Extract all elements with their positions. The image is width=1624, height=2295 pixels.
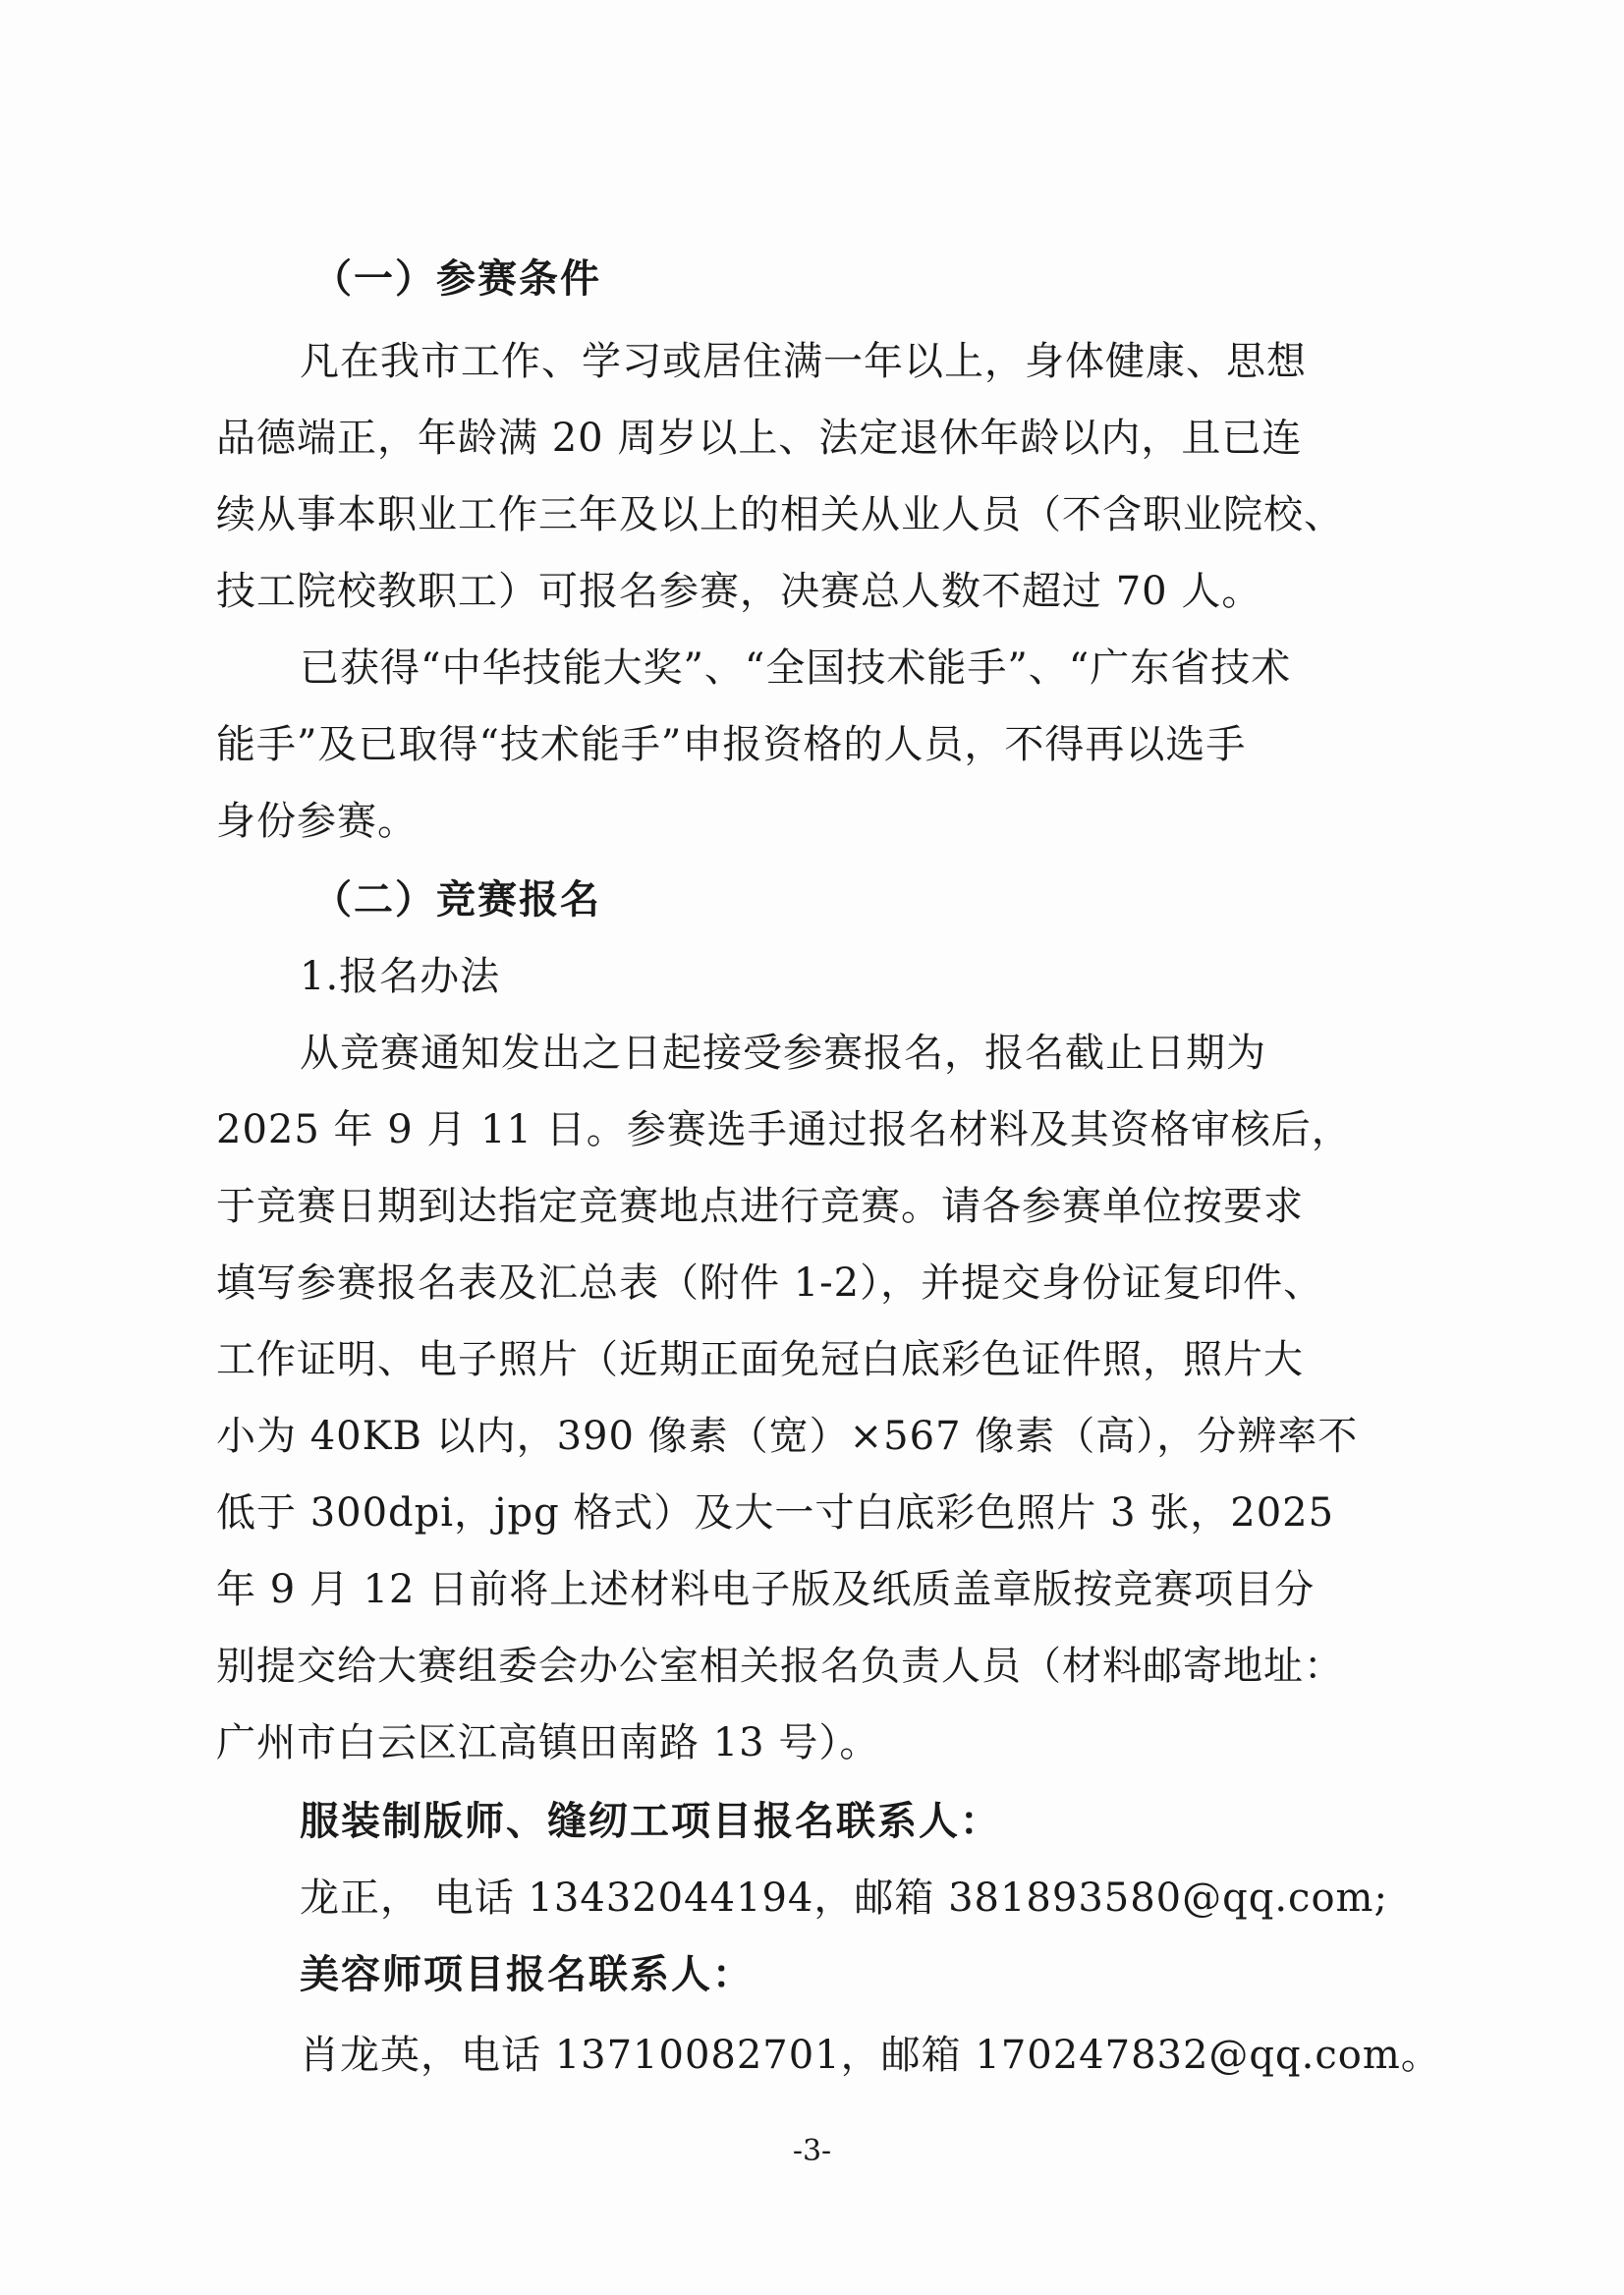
contact-heading-beautician: 美容师项目报名联系人： xyxy=(300,1952,754,1997)
registration-paragraph-line: 别提交给大赛组委会办公室相关报名负责人员（材料邮寄地址： xyxy=(216,1644,1344,1689)
registration-paragraph-line: 工作证明、电子照片（近期正面免冠白底彩色证件照，照片大 xyxy=(216,1337,1304,1382)
registration-paragraph-line: 从竞赛通知发出之日起接受参赛报名，报名截止日期为 xyxy=(300,1031,1266,1076)
eligibility-paragraph-line: 凡在我市工作、学习或居住满一年以上，身体健康、思想 xyxy=(300,339,1307,384)
exclusion-paragraph-line: 身份参赛。 xyxy=(216,799,418,844)
registration-paragraph-line: 广州市白云区江高镇田南路 13 号）。 xyxy=(216,1720,880,1765)
registration-paragraph-line: 填写参赛报名表及汇总表（附件 1-2），并提交身份证复印件、 xyxy=(216,1260,1324,1306)
exclusion-paragraph-line: 已获得“中华技能大奖”、“全国技术能手”、“广东省技术 xyxy=(300,645,1292,691)
eligibility-paragraph-line: 品德端正，年龄满 20 周岁以上、法定退休年龄以内，且已连 xyxy=(216,416,1303,461)
registration-paragraph-line: 于竞赛日期到达指定竞赛地点进行竞赛。请各参赛单位按要求 xyxy=(216,1184,1304,1229)
registration-method-subheading: 1.报名办法 xyxy=(300,954,501,999)
registration-paragraph-line: 年 9 月 12 日前将上述材料电子版及纸质盖章版按竞赛项目分 xyxy=(216,1567,1316,1612)
exclusion-paragraph-line: 能手”及已取得“技术能手”申报资格的人员，不得再以选手 xyxy=(216,722,1247,767)
registration-paragraph-line: 低于 300dpi，jpg 格式）及大一寸白底彩色照片 3 张，2025 xyxy=(216,1490,1335,1536)
eligibility-paragraph-line: 技工院校教职工）可报名参赛，决赛总人数不超过 70 人。 xyxy=(216,569,1262,614)
registration-paragraph-line: 小为 40KB 以内，390 像素（宽）×567 像素（高），分辨率不 xyxy=(216,1414,1359,1459)
registration-paragraph-line: 2025 年 9 月 11 日。参赛选手通过报名材料及其资格审核后， xyxy=(216,1107,1352,1152)
contact-detail-beautician: 肖龙英，电话 13710082701，邮箱 170247832@qq.com。 xyxy=(300,2033,1441,2078)
page-number: -3- xyxy=(792,2134,832,2168)
section-heading-registration: （二）竞赛报名 xyxy=(312,877,601,923)
section-heading-eligibility: （一）参赛条件 xyxy=(312,256,601,302)
contact-heading-garment: 服装制版师、缝纫工项目报名联系人： xyxy=(300,1799,1001,1844)
eligibility-paragraph-line: 续从事本职业工作三年及以上的相关从业人员（不含职业院校、 xyxy=(216,492,1344,537)
contact-detail-garment: 龙正， 电话 13432044194，邮箱 381893580@qq.com; xyxy=(300,1875,1388,1921)
